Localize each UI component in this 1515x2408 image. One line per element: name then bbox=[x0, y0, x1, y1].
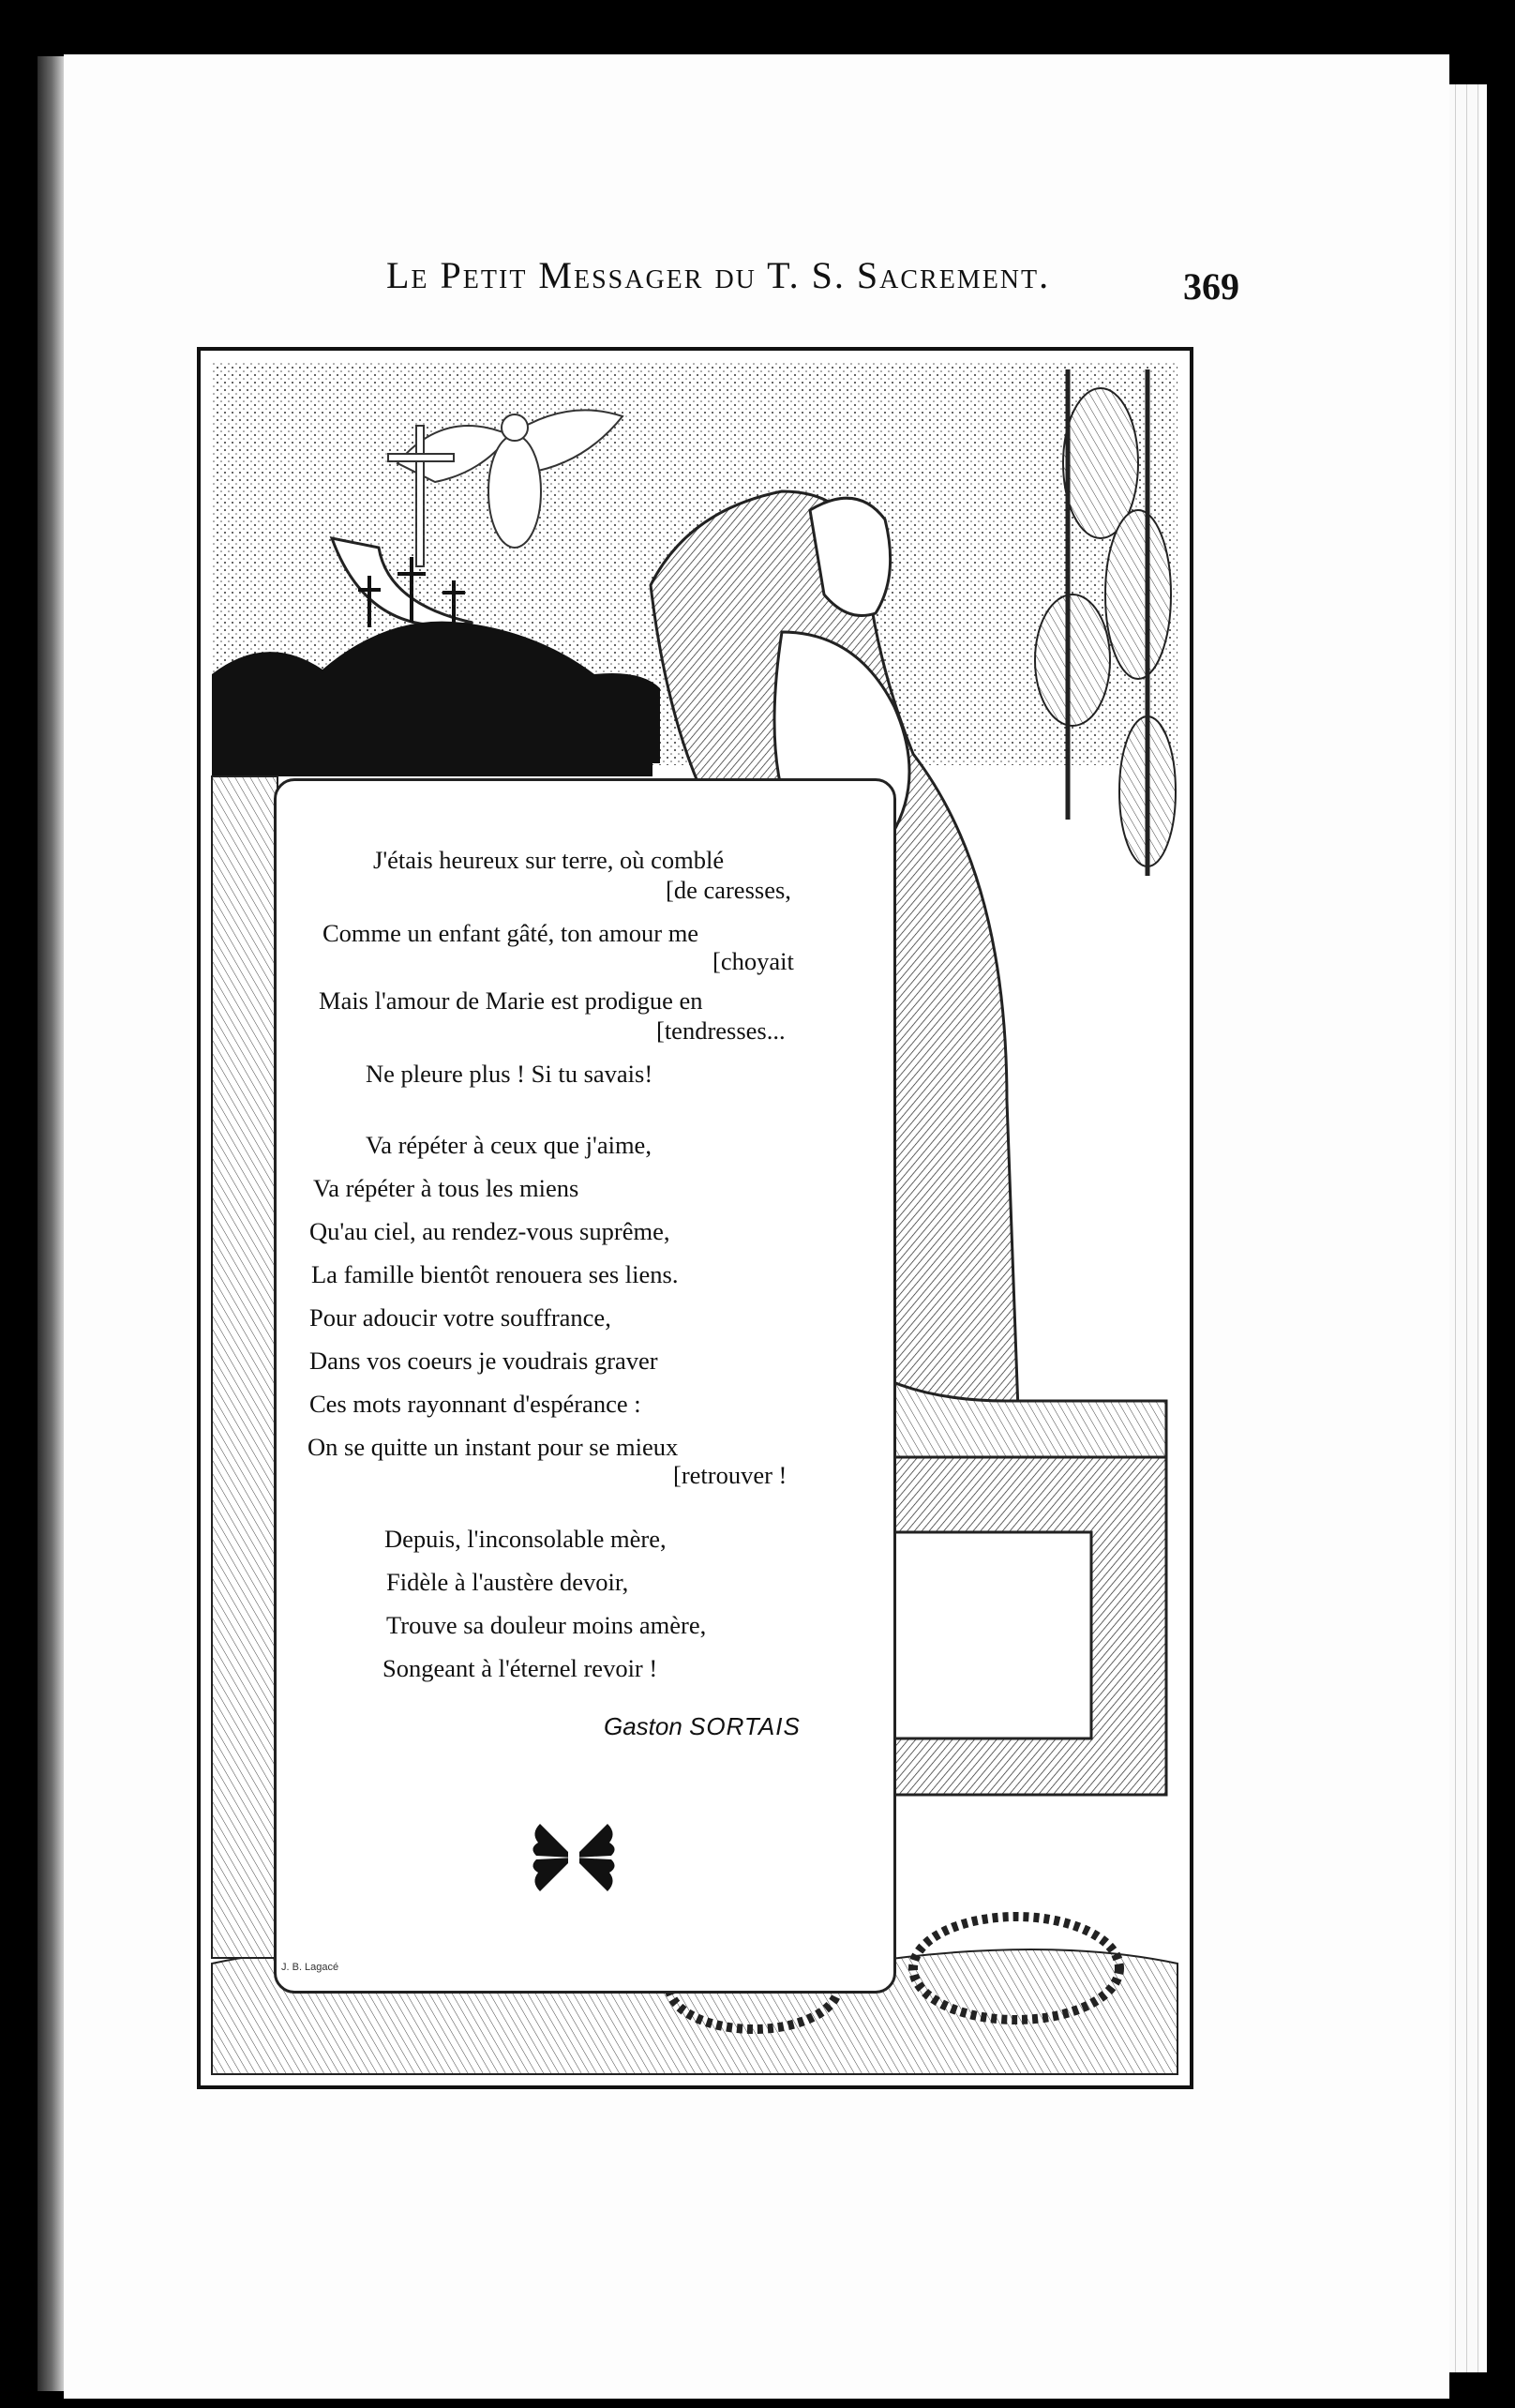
poem-line: Dans vos coeurs je voudrais graver bbox=[309, 1347, 658, 1375]
author-first-name: Gaston bbox=[604, 1712, 682, 1740]
poem-line: Ne pleure plus ! Si tu savais! bbox=[366, 1060, 653, 1088]
page-edges bbox=[1449, 84, 1487, 2372]
poem-line: Ces mots rayonnant d'espérance : bbox=[309, 1390, 641, 1418]
author-last-name: SORTAIS bbox=[689, 1712, 801, 1740]
poem-line: La famille bientôt renouera ses liens. bbox=[311, 1260, 679, 1288]
left-border-pattern bbox=[212, 776, 278, 1958]
engraver-signature: J. B. Lagacé bbox=[281, 1962, 339, 1973]
floral-ornament-icon bbox=[521, 1805, 626, 1910]
poem-line: Fidèle à l'austère devoir, bbox=[386, 1568, 629, 1596]
poem-line: [choyait bbox=[712, 947, 794, 975]
poem-line: [retrouver ! bbox=[673, 1461, 788, 1489]
poem-line: Songeant à l'éternel revoir ! bbox=[382, 1654, 658, 1682]
poem-author bbox=[604, 1712, 801, 1741]
poem-line: Pour adoucir votre souffrance, bbox=[309, 1303, 611, 1332]
poem-line: Va répéter à ceux que j'aime, bbox=[366, 1131, 652, 1159]
poem-line: Depuis, l'inconsolable mère, bbox=[384, 1525, 667, 1553]
poem-line: J'étais heureux sur terre, où comblé bbox=[373, 846, 725, 874]
poem-line: [tendresses... bbox=[656, 1016, 786, 1045]
poem-line: Comme un enfant gâté, ton amour me bbox=[322, 919, 699, 947]
poem-line: On se quitte un instant pour se mieux bbox=[308, 1433, 679, 1461]
running-head: Le Petit Messager du T. S. Sacrement. bbox=[386, 254, 1051, 296]
page-number: 369 bbox=[1183, 265, 1239, 308]
poem-line: Trouve sa douleur moins amère, bbox=[386, 1611, 707, 1639]
poem-line: Qu'au ciel, au rendez-vous suprême, bbox=[309, 1217, 670, 1245]
book-binding bbox=[38, 56, 64, 2391]
poem-line: Mais l'amour de Marie est prodigue en bbox=[319, 986, 703, 1015]
poem-line: [de caresses, bbox=[666, 876, 791, 904]
poem-line: Va répéter à tous les miens bbox=[313, 1174, 579, 1202]
